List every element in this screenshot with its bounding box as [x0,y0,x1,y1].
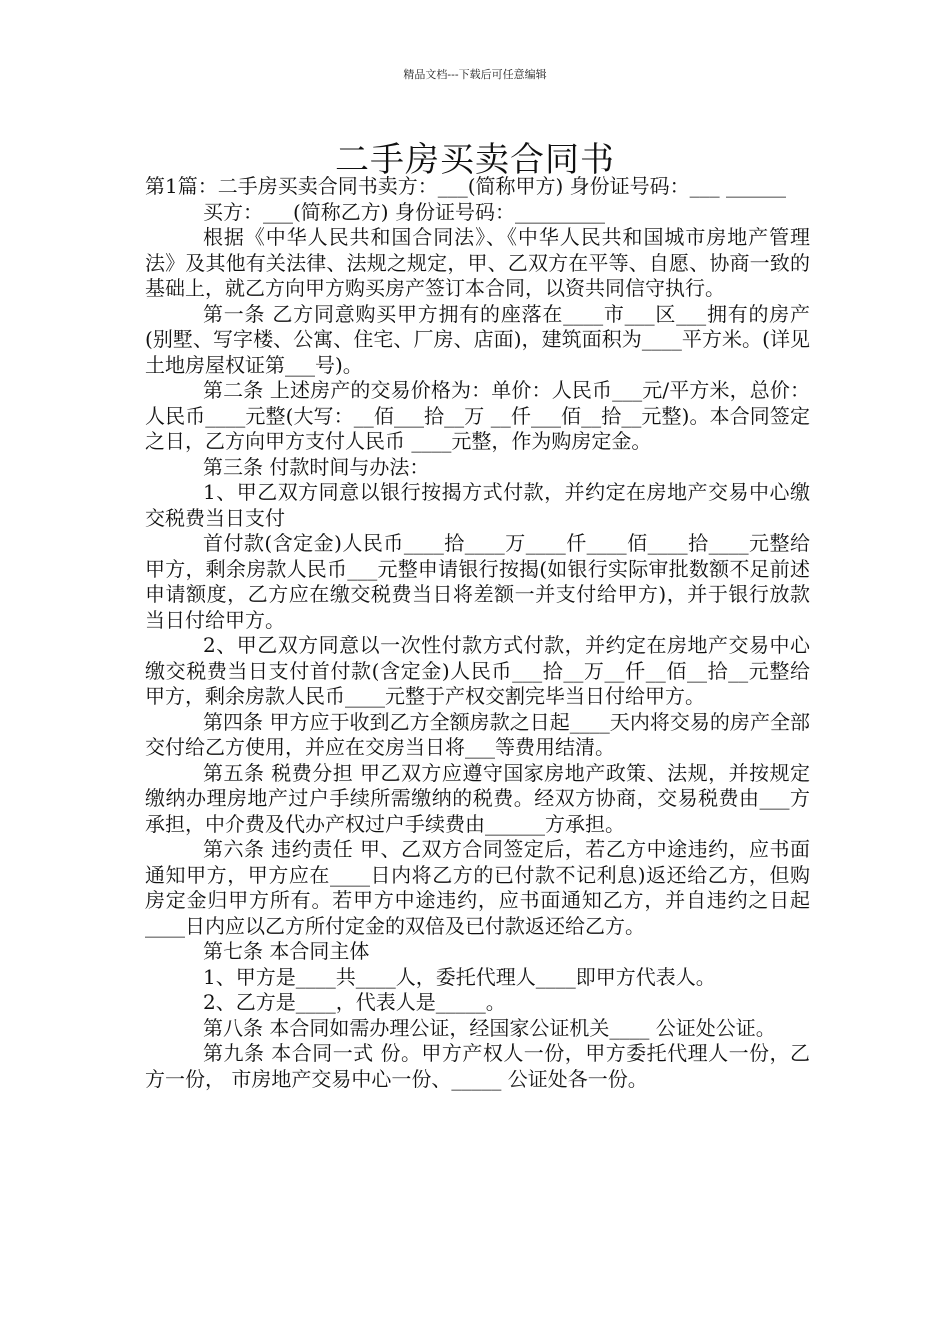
article-9: 第九条 本合同一式 份。甲方产权人一份，甲方委托代理人一份，乙方一份， 市房地产交易中心一份、_____ 公证处各一份。 [145,1041,810,1091]
article-8: 第八条 本合同如需办理公证，经国家公证机关____ 公证处公证。 [203,1015,776,1040]
document-title: 二手房买卖合同书 [335,140,615,180]
article-7-item-2: 2、乙方是____，代表人是_____。 [203,990,506,1014]
article-3-item-2: 2、甲乙双方同意以一次性付款方式付款，并约定在房地产交易中心缴交税费当日支付首付款(含定金)人民币___拾__万__仟__佰__拾__元整给甲方，剩余房款人民币____元整于产权交割完毕当日付给甲方。 [145,633,810,708]
page-header: 精品文档---下载后可任意编辑 [403,68,547,81]
article-7: 第七条 本合同主体 [203,939,370,963]
article-3-item-1: 1、甲乙双方同意以银行按揭方式付款，并约定在房地产交易中心缴交税费当日支付 [145,480,810,530]
document-body [145,174,810,1092]
intro-buyer: 买方：___(简称乙方) 身份证号码：_________ [203,199,605,224]
article-5: 第五条 税费分担 甲乙双方应遵守国家房地产政策、法规，并按规定缴纳办理房地产过户手续所需缴纳的税费。经双方协商，交易税费由___方承担，中介费及代办产权过户手续费由______方承担。 [145,760,810,836]
preamble: 根据《中华人民共和国合同法》、《中华人民共和国城市房地产管理法》及其他有关法律、法规之规定，甲、乙双方在平等、自愿、协商一致的基础上，就乙方向甲方购买房产签订本合同，以资共同信守执行。 [145,225,810,300]
article-3-item-1-detail: 首付款(含定金)人民币____拾____万____仟____佰____拾____元整给甲方，剩余房款人民币___元整申请银行按揭(如银行实际审批数额不足前述申请额度，乙方应在缴交税费当日将差额一并支付给甲方)，并于银行放款当日付给甲方。 [145,531,810,632]
article-2: 第二条 上述房产的交易价格为：单价：人民币___元/平方米，总价：人民币____元整(大写：__佰___拾__万 __仟___佰__拾__元整)。本合同签定之日，乙方向甲方支付人民币 ____元整，作为购房定金。 [145,378,810,453]
article-4: 第四条 甲方应于收到乙方全额房款之日起____天内将交易的房产全部交付给乙方使用，并应在交房当日将___等费用结清。 [145,709,810,759]
article-1: 第一条 乙方同意购买甲方拥有的座落在____市___区___拥有的房产(别墅、写字楼、公寓、住宅、厂房、店面)，建筑面积为____平方米。(详见土地房屋权证第___号)。 [145,301,810,377]
article-7-item-1: 1、甲方是____共____人，委托代理人____即甲方代表人。 [203,964,716,989]
article-3: 第三条 付款时间与办法： [203,454,430,479]
intro-seller: 第1篇：二手房买卖合同书卖方：___(简称甲方) 身份证号码：___ ______ [145,174,787,198]
article-6: 第六条 违约责任 甲、乙双方合同签定后，若乙方中途违约，应书面通知甲方，甲方应在____日内将乙方的已付款不记利息)返还给乙方，但购房定金归甲方所有。若甲方中途违约，应书面通知乙方，并自违约之日起____日内应以乙方所付定金的双倍及已付款返还给乙方。 [145,837,810,938]
